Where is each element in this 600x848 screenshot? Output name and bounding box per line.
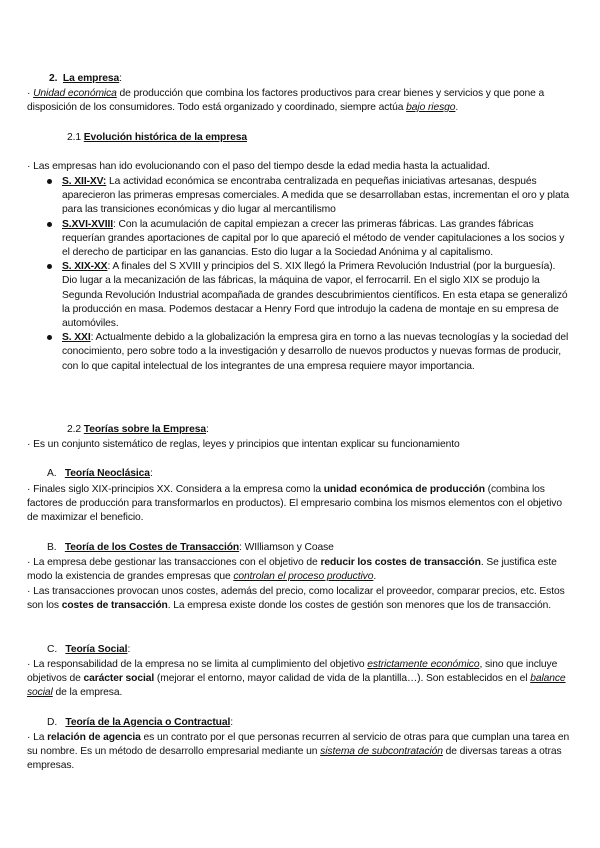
evolucion-list (27, 175, 572, 374)
bullet-dot (47, 264, 52, 269)
theory-letter: D. (47, 717, 58, 728)
bold-term: costes de transacción (61, 600, 168, 612)
definition-text: de producción que combina los factores productivos para crear bienes y servicios y que pone a disposición de los consumidores. Todo está organizado y coordinado, siempre actúa (27, 88, 545, 114)
subheading-number: 2.1 (67, 132, 84, 143)
term-unidad-economica: Unidad económica (33, 88, 117, 99)
heading-teoria-social (47, 643, 592, 657)
list-item-term: S. XXI (62, 332, 91, 344)
term-balance-social: balance social (27, 673, 566, 699)
bullet-dot (47, 179, 52, 184)
paragraph-text: . (373, 571, 377, 583)
bold-term: carácter social (83, 673, 155, 685)
paragraph-text: de la empresa. (52, 687, 123, 699)
paragraph-text: · Las transacciones provocan unos costes, además del precio, como localizar el proveedor, comparar precios, etc. Estos son los (27, 586, 565, 612)
definition-end: . (455, 102, 459, 114)
theory-title: Teoría Social (65, 644, 128, 655)
paragraph-text: (combina los factores de producción para transformarlos en productos). El empresario combina los mismos elementos con el objetivo de maximizar el beneficio. (27, 484, 562, 524)
list-item-text: La actividad económica se encontraba centralizada en pequeñas iniciativas artesanas, después aparecieron las primeras empresas comerciales. A medida que se desarrollaban estas, incrementan el oro y plata para las transiciones económicas y dio lugar al mercantilismo (62, 176, 569, 216)
agencia-paragraph (27, 731, 572, 774)
theory-colon: : (149, 468, 153, 479)
theory-letter: A. (47, 468, 57, 479)
heading-teoria-agencia (47, 716, 592, 730)
theory-letter: B. (47, 542, 57, 553)
bold-term: unidad económica de producción (323, 484, 485, 495)
subheading-number: 2.2 (67, 424, 84, 435)
paragraph-text: . La empresa existe donde los costes de gestión son menores que los de transacción. (167, 600, 551, 612)
subheading-colon: : (205, 424, 209, 435)
theory-colon: : (127, 644, 131, 655)
social-paragraph (27, 658, 572, 701)
teorias-intro: · Es un conjunto sistemático de reglas, leyes y principios que intentan explicar su funcionamiento (27, 439, 460, 450)
paragraph-text: · La (27, 732, 48, 743)
paragraph-text: de diversas tareas a otras empresas. (27, 746, 562, 772)
list-item-term: S. XII-XV: (62, 176, 107, 187)
bullet-dot (47, 222, 52, 227)
list-item (27, 260, 572, 331)
theory-title: Teoría Neoclásica (64, 468, 150, 479)
empresa-definition (27, 87, 572, 115)
paragraph-text: , sino que incluye objetivos de (27, 659, 558, 685)
heading-costes-transaccion (47, 541, 592, 555)
paragraph-text: · La responsabilidad de la empresa no se limita al cumplimiento del objetivo (27, 659, 368, 670)
heading-colon: : (119, 73, 122, 84)
costes-paragraph-2 (27, 585, 572, 613)
subheading-title: Teorías sobre la Empresa (83, 424, 206, 435)
evolucion-intro: · Las empresas han ido evolucionando con el paso del tiempo desde la edad media hasta la actualidad. (27, 161, 490, 172)
theory-colon: : (230, 717, 233, 728)
term-estrictamente-economico: estrictamente económico (367, 659, 480, 670)
heading-la-empresa (49, 72, 594, 86)
theory-title: Teoría de la Agencia o Contractual (65, 717, 231, 728)
heading-teorias (67, 423, 600, 437)
subheading-title: Evolución histórica de la empresa (83, 132, 248, 143)
paragraph-text: . Se justifica este modo la existencia de grandes empresas que (27, 557, 557, 583)
heading-title: La empresa (62, 73, 120, 84)
list-item-text: : Actualmente debido a la globalización la empresa gira en torno a las nuevas tecnologías y la sociedad del conocimiento, pero sobre todo a la investigación y desarrollo de nuevos productos y nuevas formas de producir, con lo que capital intelectual de los integrantes de una empresa requiere mayor importancia. (62, 332, 569, 372)
costes-paragraph-1 (27, 556, 572, 584)
list-item-text: : A finales del S XVIII y principios del S. XIX llegó la Primera Revolución Industrial (por la burguesía). Dio lugar a la mecanización de las fábricas, la máquina de vapor, el ferrocarril. En el siglo XIX se produjo la Segunda Revolución Industrial acompañada de grandes descubrimientos científicos. En esta etapa se generalizó la producción en masa. Podemos destacar a Henry Ford que introdujo la cadena de montaje en su empresa de automóviles. (62, 261, 568, 330)
heading-evolucion (67, 131, 600, 145)
neoclasica-paragraph (27, 483, 572, 526)
list-item-term: S.XVI-XVIII (62, 218, 113, 230)
theory-letter: C. (47, 644, 58, 655)
paragraph-text: · La empresa debe gestionar las transacciones con el objetivo de (27, 557, 321, 568)
list-item-term: S. XIX-XX (62, 261, 108, 273)
paragraph-text: · Finales siglo XIX-principios XX. Considera a la empresa como la (27, 484, 324, 495)
term-sistema-subcontratacion: sistema de subcontratación (320, 746, 443, 758)
list-item (27, 218, 572, 261)
term-controlan-proceso: controlan el proceso productivo (233, 571, 374, 583)
paragraph-text: (mejorar el entorno, mayor calidad de vida de la plantilla…). Son establecidos en el (154, 673, 531, 685)
bullet-dot (47, 335, 52, 340)
theory-title: Teoría de los Costes de Transacción (64, 542, 240, 553)
heading-teoria-neoclasica (47, 467, 592, 481)
paragraph-text: es un contrato por el que personas recurren al servicio de otras para que cumplan una tarea en su nombre. Es un método de desarrollo empresarial mediante un (27, 732, 570, 758)
bullet-mark: · (27, 88, 34, 99)
bold-term: relación de agencia (47, 732, 141, 743)
list-item-text: : Con la acumulación de capital empiezan a crecer las primeras fábricas. Las grandes fábricas requerían grandes aportaciones de capital por lo que apareció el método de vender capitulaciones a los socios y el derecho de participar en las ganancias. Esto dio lugar a la Sociedad Anónima y al capitalismo. (62, 218, 565, 259)
list-item (27, 331, 572, 374)
list-item (27, 175, 572, 218)
term-bajo-riesgo: bajo riesgo (406, 102, 456, 114)
theory-authors: : WIlliamson y Coase (239, 542, 334, 553)
bold-term: reducir los costes de transacción (320, 557, 481, 568)
heading-number: 2. (49, 73, 58, 84)
